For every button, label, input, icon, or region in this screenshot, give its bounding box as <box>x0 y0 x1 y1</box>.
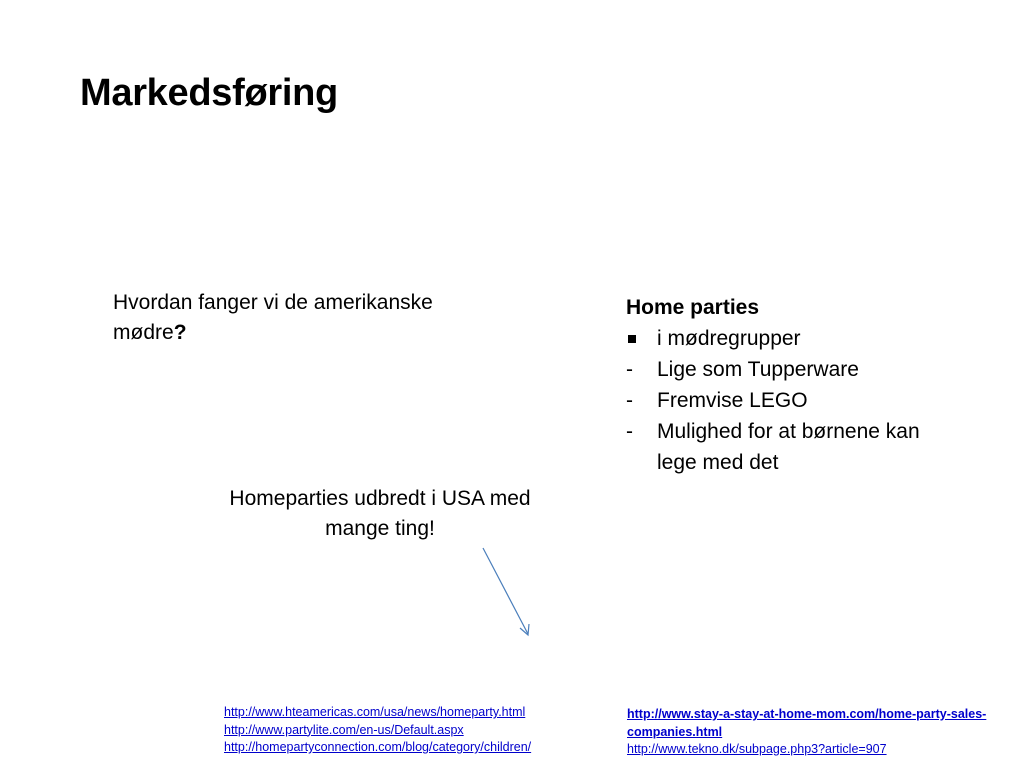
list-item <box>626 354 936 385</box>
reference-link[interactable]: http://www.tekno.dk/subpage.php3?article=907 <box>627 742 887 756</box>
reference-link[interactable]: http://homepartyconnection.com/blog/category/children/ <box>224 740 532 754</box>
list-item <box>626 416 936 478</box>
links-right <box>627 706 1022 759</box>
list-item-text: Fremvise LEGO <box>657 389 808 412</box>
arrow-icon <box>470 540 550 650</box>
square-bullet-icon <box>628 335 636 343</box>
home-parties-block <box>626 292 936 478</box>
homeparties-note: Homeparties udbredt i USA med mange ting! <box>229 487 531 540</box>
reference-link[interactable]: http://www.partylite.com/en-us/Default.aspx <box>224 722 464 737</box>
list-item <box>626 323 936 354</box>
list-item-text: i mødregrupper <box>657 327 801 350</box>
home-parties-heading: Home parties <box>626 296 760 319</box>
question-text <box>113 288 493 348</box>
dash-bullet: - <box>626 358 633 381</box>
list-item-text: Lige som Tupperware <box>657 358 859 381</box>
question-body: Hvordan fanger vi de amerikanske mødre <box>113 291 433 344</box>
dash-bullet: - <box>626 420 633 443</box>
question-mark: ? <box>173 321 187 344</box>
reference-link[interactable]: http://www.hteamericas.com/usa/news/homeparty.html <box>224 705 526 719</box>
list-item <box>626 385 936 416</box>
dash-bullet: - <box>626 389 633 412</box>
home-parties-list <box>626 323 936 478</box>
list-item-text: Mulighed for at børnene kan lege med det <box>657 420 920 474</box>
reference-link[interactable]: http://www.stay-a-stay-at-home-mom.com/home-party-sales-companies.html <box>627 707 987 739</box>
links-left <box>224 704 531 757</box>
slide-title: Markedsføring <box>80 72 338 114</box>
